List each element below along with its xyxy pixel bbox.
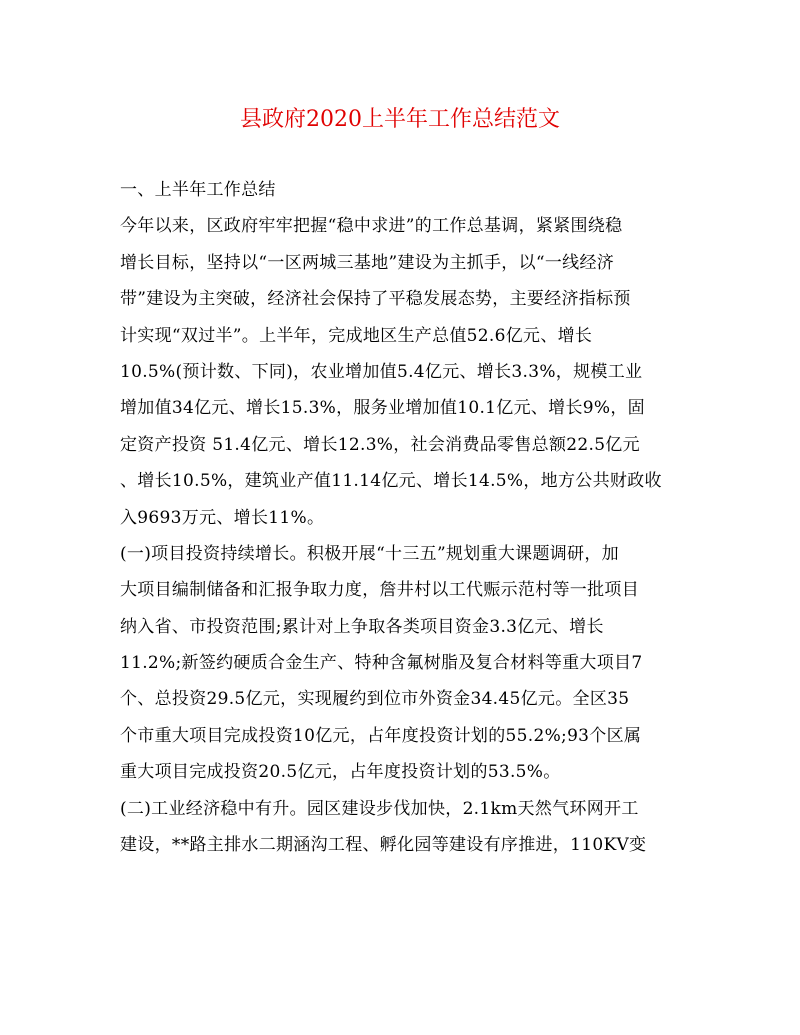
- paragraph-1: [120, 208, 680, 536]
- paragraph-line: 11.2%;新签约硬质合金生产、特种含氟树脂及复合材料等重大项目7: [120, 653, 643, 674]
- document-title: 县政府2020上半年工作总结范文: [240, 107, 560, 132]
- paragraph-line: 增长目标，坚持以“一区两城三基地”建设为主抓手，以“一线经济: [120, 252, 615, 273]
- paragraph-line: 今年以来，区政府牢牢把握“稳中求进”的工作总基调，紧紧围绕稳: [120, 216, 623, 237]
- paragraph-line: 带”建设为主突破，经济社会保持了平稳发展态势，主要经济指标预: [120, 289, 631, 310]
- paragraph-line: 大项目编制储备和汇报争取力度，詹井村以工代赈示范村等一批项目: [120, 580, 639, 601]
- paragraph-line: 纳入省、市投资范围;累计对上争取各类项目资金3.3亿元、增长: [120, 616, 604, 637]
- document-body: [120, 172, 680, 863]
- paragraph-line: 计实现“双过半”。上半年，完成地区生产总值52.6亿元、增长: [120, 325, 593, 346]
- paragraph-2: [120, 536, 680, 791]
- paragraph-line: 建设，**路主排水二期涵沟工程、孵化园等建设有序推进，110KV变: [120, 835, 647, 856]
- paragraph-line: 入9693万元、增长11%。: [120, 507, 325, 528]
- paragraph-line: 10.5%(预计数、下同)，农业增加值5.4亿元、增长3.3%，规模工业: [120, 361, 643, 382]
- section-heading: 一、上半年工作总结: [120, 180, 276, 200]
- paragraph-3: [120, 791, 680, 864]
- paragraph-line: 定资产投资 51.4亿元、增长12.3%，社会消费品零售总额22.5亿元: [120, 434, 640, 455]
- paragraph-line: 个、总投资29.5亿元，实现履约到位市外资金34.45亿元。全区35: [120, 689, 630, 710]
- paragraph-line: 重大项目完成投资20.5亿元，占年度投资计划的53.5%。: [120, 762, 561, 783]
- paragraph-line: (二)工业经济稳中有升。园区建设步伐加快，2.1km天然气环网开工: [120, 798, 639, 819]
- paragraph-line: 个市重大项目完成投资10亿元，占年度投资计划的55.2%;93个区属: [120, 725, 642, 746]
- paragraph-line: 增加值34亿元、增长15.3%，服务业增加值10.1亿元、增长9%，固: [120, 398, 645, 419]
- paragraph-line: 、增长10.5%，建筑业产值11.14亿元、增长14.5%，地方公共财政收: [120, 471, 662, 492]
- paragraph-line: (一)项目投资持续增长。积极开展“十三五”规划重大课题调研，加: [120, 543, 619, 564]
